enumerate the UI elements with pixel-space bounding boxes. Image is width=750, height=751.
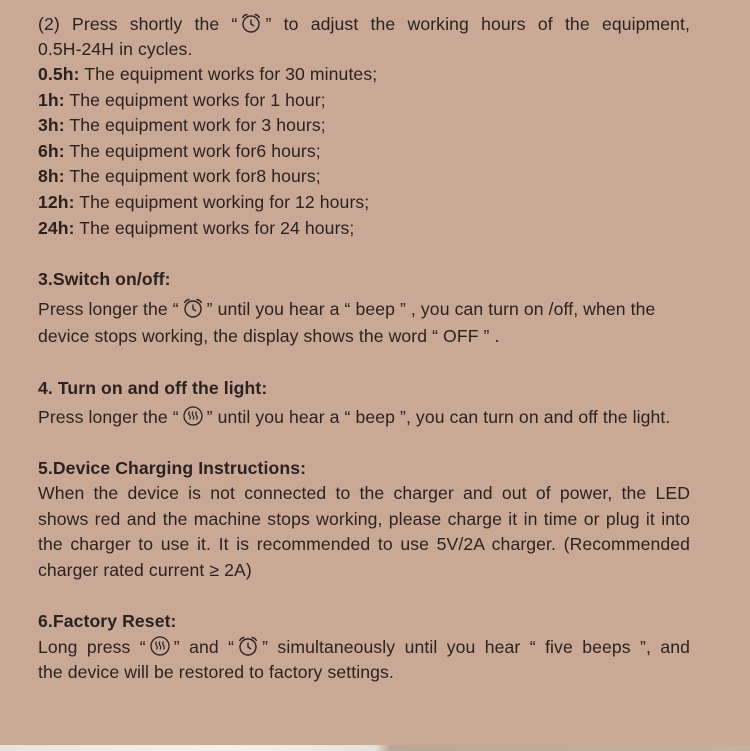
option-text: The equipment works for 30 minutes; — [79, 64, 378, 84]
option-row — [38, 114, 326, 136]
option-row — [38, 63, 377, 85]
option-text: The equipment work for8 hours; — [64, 166, 321, 186]
section5-line: When the device is not connected to the charger and out of power, the LED — [38, 483, 690, 503]
option-key: 6h: — [38, 141, 65, 161]
section3-line1-text-b: ” until you hear a “ beep ” , you can turn on /off, when the — [206, 299, 656, 319]
section3-line1-text-a: Press longer the “ — [38, 299, 179, 319]
section6-line1 — [38, 635, 690, 658]
option-row — [38, 140, 321, 162]
section3-heading: 3.Switch on/off: — [38, 269, 171, 289]
option-key: 0.5h: — [38, 64, 80, 84]
option-key: 8h: — [38, 166, 65, 186]
section5-line: shows red and the machine stops working, please charge it in time or plug it into — [38, 509, 690, 529]
alarm-clock-icon — [239, 12, 263, 34]
option-row — [38, 165, 321, 187]
section5-line: charger rated current ≥ 2A) — [38, 560, 252, 580]
section2-line2: 0.5H-24H in cycles. — [38, 39, 193, 59]
option-text: The equipment works for 1 hour; — [64, 90, 326, 110]
option-text: The equipment working for 12 hours; — [74, 192, 370, 212]
option-text: The equipment works for 24 hours; — [74, 218, 355, 238]
option-text: The equipment work for 3 hours; — [64, 115, 326, 135]
section6-heading: 6.Factory Reset: — [38, 611, 177, 631]
option-key: 1h: — [38, 90, 65, 110]
section6-line1-text-a: Long press “ — [38, 637, 146, 657]
section4-line1 — [38, 405, 670, 428]
section2-line1 — [38, 12, 690, 35]
option-text: The equipment work for6 hours; — [64, 141, 321, 161]
section4-heading: 4. Turn on and off the light: — [38, 378, 268, 398]
option-key: 3h: — [38, 115, 65, 135]
option-row — [38, 217, 354, 239]
section6-line1-text-b: ” and “ — [173, 637, 235, 657]
section5-line: the charger to use it. It is recommended to use 5V/2A charger. (Recommended — [38, 534, 690, 554]
option-row — [38, 89, 326, 111]
option-row — [38, 191, 369, 213]
section4-line1-text-a: Press longer the “ — [38, 407, 179, 427]
heat-waves-icon — [148, 635, 172, 657]
option-key: 24h: — [38, 218, 75, 238]
section5-heading: 5.Device Charging Instructions: — [38, 458, 307, 478]
section3-line2: device stops working, the display shows the word “ OFF ” . — [38, 326, 500, 346]
section2-line1-text-b: ” to adjust the working hours of the equipment, — [265, 14, 690, 34]
section6-line2: the device will be restored to factory settings. — [38, 662, 394, 682]
section2-line1-text-a: (2) Press shortly the “ — [38, 14, 238, 34]
bottom-image-strip — [0, 745, 750, 751]
heat-waves-icon — [181, 405, 205, 427]
section4-line1-text-b: ” until you hear a “ beep ”, you can turn on and off the light. — [206, 407, 671, 427]
alarm-clock-icon — [181, 297, 205, 319]
alarm-clock-icon — [236, 635, 260, 657]
option-key: 12h: — [38, 192, 75, 212]
section3-line1 — [38, 297, 655, 320]
section6-line1-text-c: ” simultaneously until you hear “ five beeps ”, and — [262, 637, 690, 657]
